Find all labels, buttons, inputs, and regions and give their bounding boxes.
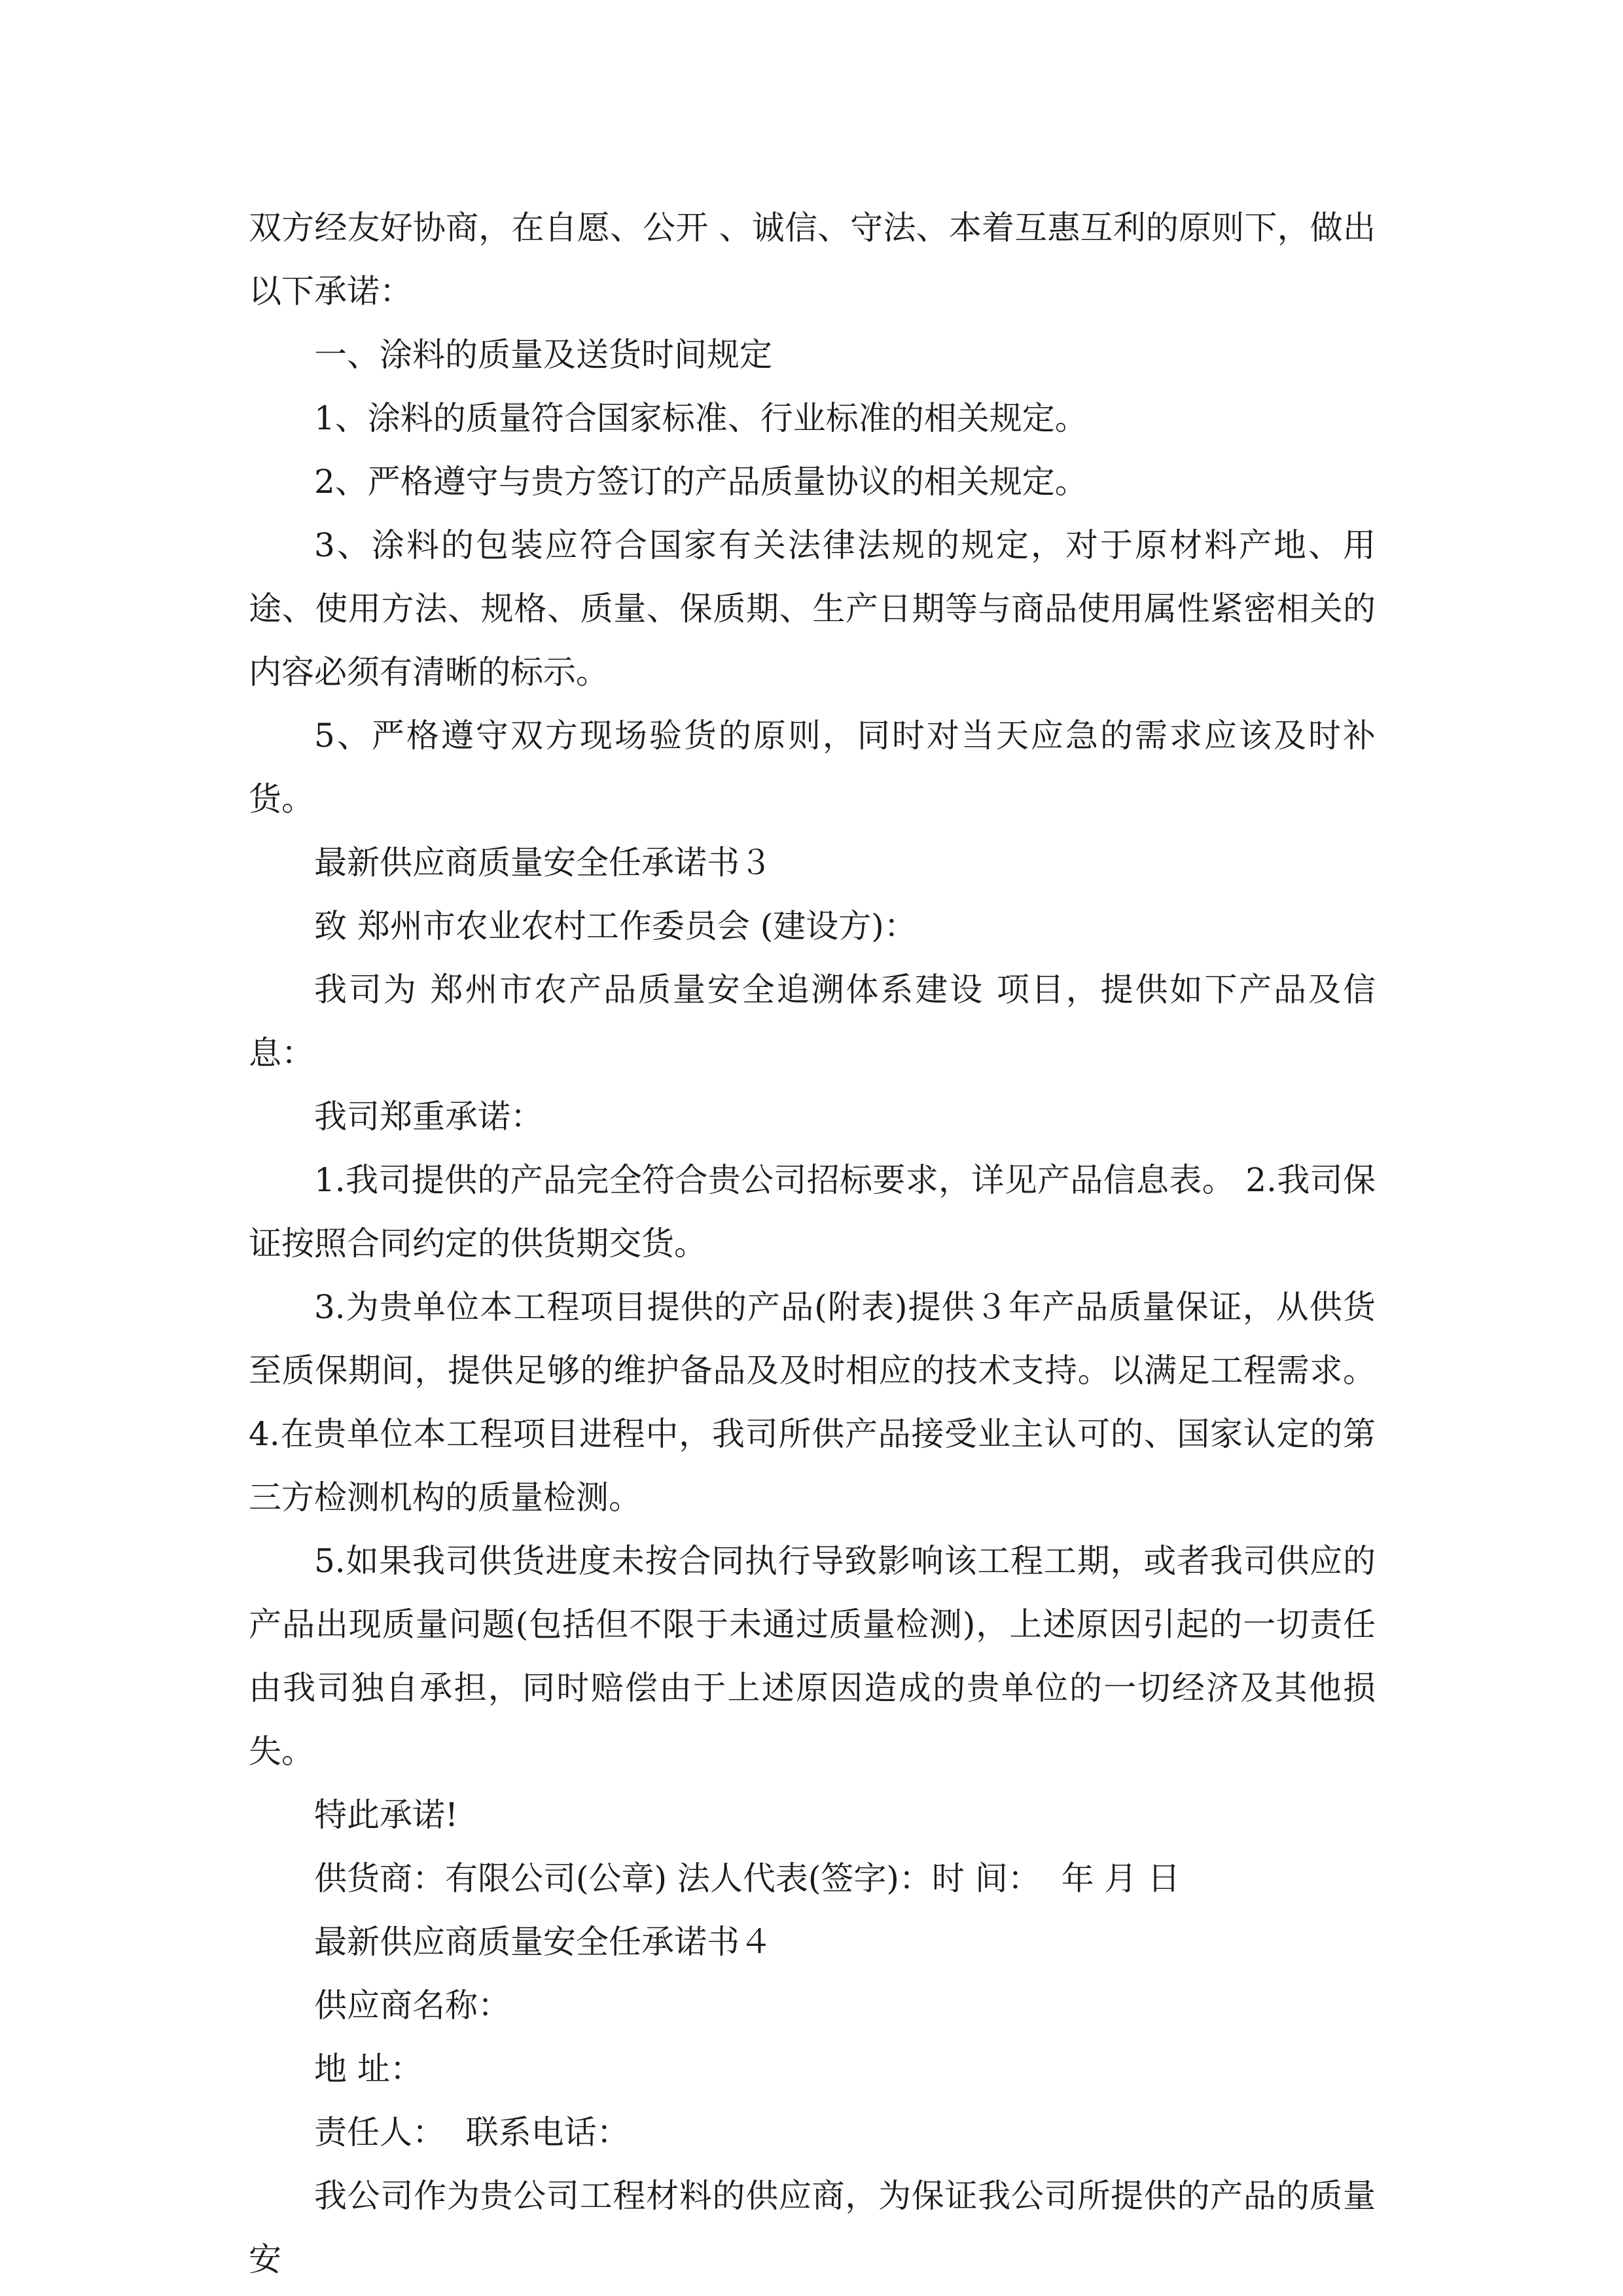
paragraph-project: 我司为 郑州市农产品质量安全追溯体系建设 项目，提供如下产品及信息： [249,971,1376,1072]
document-body [249,196,1386,2291]
supplier-name-field: 供应商名称： [314,1986,510,2024]
paragraph-commitment-start: 我公司作为贵公司工程材料的供应商，为保证我公司所提供的产品的质量安 [249,2177,1376,2278]
promise-items-3-4: 3.为贵单位本工程项目提供的产品(附表)提供３年产品质量保证，从供货至质保期间，提供足够的维护备品及及时相应的技术支持。以满足工程需求。 4.在贵单位本工程项目进程中，我司所供产品接受业主认可的、国家认定的第三方检测机构的质量检测。 [249,1288,1386,1516]
signature-line: 供货商：有限公司(公章) 法人代表(签字)：时 间： 年 月 日 [314,1859,1181,1897]
list-item-5: 5、严格遵守双方现场验货的原则，同时对当天应急的需求应该及时补货。 [249,717,1376,818]
paragraph-solemn-promise: 我司郑重承诺： [314,1098,543,1136]
paragraph-intro: 双方经友好协商，在自愿、公开 、诚信、守法、本着互惠互利的原则下，做出以下承诺： [249,209,1376,310]
document-heading-4: 最新供应商质量安全任承诺书４ [314,1923,772,1961]
list-item-2: 2、严格遵守与贵方签订的产品质量协议的相关规定。 [314,463,1088,501]
list-item-1: 1、涂料的质量符合国家标准、行业标准的相关规定。 [314,399,1088,437]
section-heading-coating-quality: 一、涂料的质量及送货时间规定 [314,336,772,374]
addressee-line: 致 郑州市农业农村工作委员会 (建设方)： [314,907,917,945]
promise-items-1-2: 1.我司提供的产品完全符合贵公司招标要求，详见产品信息表。 2.我司保证按照合同约定的供货期交货。 [249,1161,1376,1263]
address-field: 地 址： [314,2050,423,2088]
promise-item-5: 5.如果我司供货进度未按合同执行导致影响该工程工期，或者我司供应的产品出现质量问题(包括但不限于未通过质量检测)，上述原因引起的一切责任由我司独自承担，同时赔偿由于上述原因造成的贵单位的一切经济及其他损失。 [249,1542,1376,1770]
contact-field: 责任人： 联系电话： [314,2113,630,2151]
document-heading-3: 最新供应商质量安全任承诺书３ [314,844,772,882]
closing-statement: 特此承诺! [314,1796,459,1834]
list-item-3: 3、涂料的包装应符合国家有关法律法规的规定，对于原材料产地、用途、使用方法、规格、质量、保质期、生产日期等与商品使用属性紧密相关的内容必须有清晰的标示。 [249,526,1376,691]
